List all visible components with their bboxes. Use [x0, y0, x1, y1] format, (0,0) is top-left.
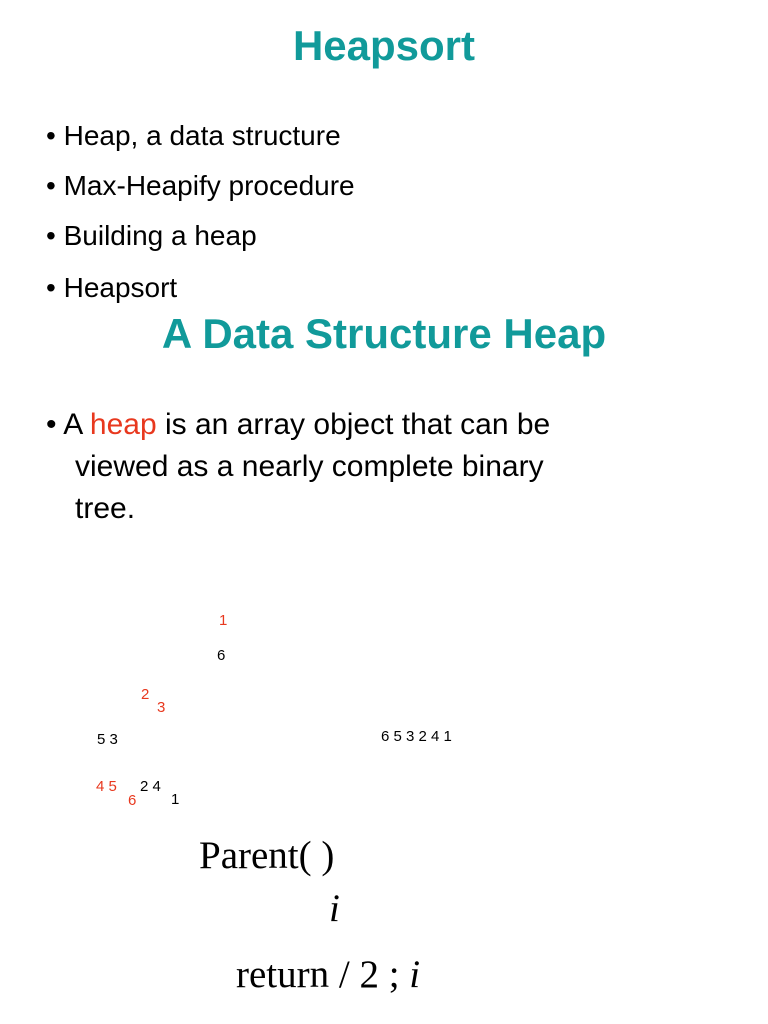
heap-array: 6 5 3 2 4 1: [381, 728, 452, 745]
slide-title-heapsort: Heapsort: [292, 22, 476, 69]
tree-indices-4-5: 4 5: [96, 778, 117, 795]
bullet-text: Max-Heapify procedure: [63, 170, 355, 201]
tree-index-2: 2: [141, 686, 150, 703]
bullet-item-4: • Heapsort: [46, 272, 178, 303]
bullet-item-1: • Heap, a data structure: [46, 120, 341, 151]
tree-index-1: 1: [219, 612, 228, 629]
return-var-i: i: [409, 953, 421, 996]
tree-values-level3: 2 4: [140, 778, 161, 795]
heap-definition-line2: viewed as a nearly complete binary: [75, 450, 544, 483]
tree-values-level2: 5 3: [97, 731, 118, 748]
bullet-text: Heapsort: [63, 272, 178, 303]
tree-index-6: 6: [128, 792, 137, 809]
tree-index-3: 3: [157, 699, 166, 716]
parent-param-i: i: [329, 887, 340, 930]
return-statement: [236, 953, 420, 997]
text-a: A: [63, 408, 82, 441]
text-suffix: is an array object that can be: [165, 408, 551, 441]
bullet-dot: •: [46, 408, 57, 441]
parent-function-signature: Parent( ): [199, 834, 335, 877]
slide-title-data-structure-heap: A Data Structure Heap: [161, 310, 607, 357]
bullet-text: Building a heap: [63, 220, 257, 251]
bullet-item-2: • Max-Heapify procedure: [46, 170, 355, 201]
bullet-text: Heap, a data structure: [63, 120, 341, 151]
heap-highlight: heap: [89, 408, 157, 441]
heap-definition-line1: [46, 404, 550, 446]
heap-definition-line3: tree.: [75, 492, 136, 525]
return-text: return / 2 ;: [236, 953, 400, 996]
bullet-item-3: • Building a heap: [46, 220, 257, 251]
tree-value-root: 6: [217, 647, 226, 664]
tree-value-last: 1: [171, 791, 180, 808]
